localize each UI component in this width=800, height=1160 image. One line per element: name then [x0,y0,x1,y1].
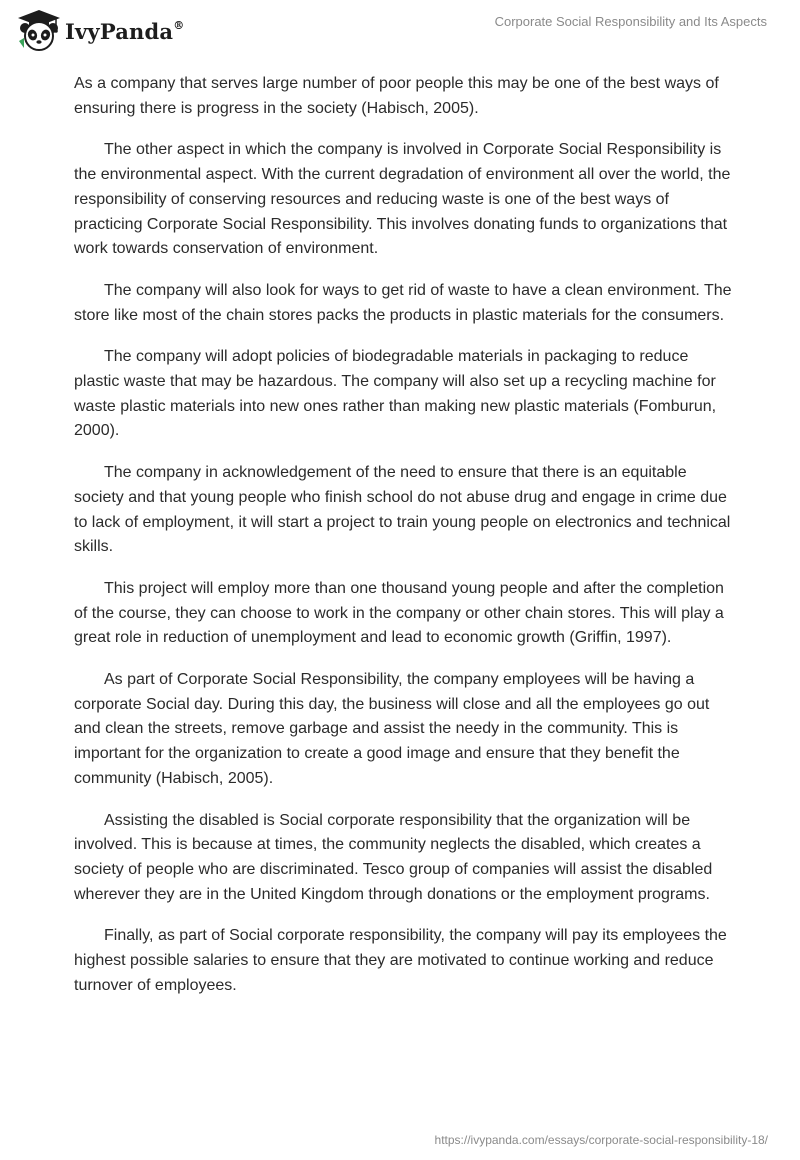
paragraph: The other aspect in which the company is involved in Corporate Social Responsibility is the environmental aspect. With the current degradation of environment all over the world, the responsibility of conserving resources and reducing waste is one of the best ways of practicing Corporate Social Responsibility. This involves donating funds to organizations that work towards conservation of environment. [74,141,731,258]
page-header [0,0,800,64]
paragraph: The company in acknowledgement of the need to ensure that there is an equitable society and that young people who finish school do not abuse drug and engage in crime due to lack of employment, it will start a project to train young people on electronics and technical skills. [74,464,731,556]
paragraph: The company will adopt policies of biodegradable materials in packaging to reduce plastic waste that may be hazardous. The company will also set up a recycling machine for waste plastic materials into new ones rather than making new plastic materials (Fomburun, 2000). [74,348,717,440]
source-url[interactable]: https://ivypanda.com/essays/corporate-social-responsibility-18/ [434,1133,768,1147]
ivypanda-logo[interactable] [16,8,184,52]
panda-graduation-cap-icon [16,8,62,52]
paragraph: This project will employ more than one thousand young people and after the completion of the course, they can choose to work in the company or other chain stores. This will play a great role in reduction of unemployment and lead to economic growth (Griffin, 1997). [74,579,724,647]
paragraph: As a company that serves large number of poor people this may be one of the best ways of ensuring there is progress in the society (Habisch, 2005). [74,75,719,117]
document-title: Corporate Social Responsibility and Its Aspects [494,14,767,29]
registered-mark: ® [173,18,185,32]
paragraph: Finally, as part of Social corporate responsibility, the company will pay its employees the highest possible salaries to ensure that they are motivated to continue working and reduce turnover of employees. [74,927,727,994]
brand-name-text: IvyPanda [65,18,174,44]
paragraph: The company will also look for ways to get rid of waste to have a clean environment. The store like most of the chain stores packs the products in plastic materials for the consumers. [74,281,732,324]
paragraph: Assisting the disabled is Social corporate responsibility that the organization will be involved. This is because at times, the community neglects the disabled, which creates a society of people who are discriminated. Tesco group of companies will assist the disabled wherever they are in the United Kingdom through donations or the employment programs. [74,811,713,903]
brand-name [65,19,184,44]
essay-body [74,72,734,1016]
paragraph: As part of Corporate Social Responsibility, the company employees will be having a corporate Social day. During this day, the business will close and all the employees go out and clean the streets, remove garbage and assist the needy in the community. This is important for the organization to create a good image and ensure that they benefit the community (Habisch, 2005). [74,671,710,787]
